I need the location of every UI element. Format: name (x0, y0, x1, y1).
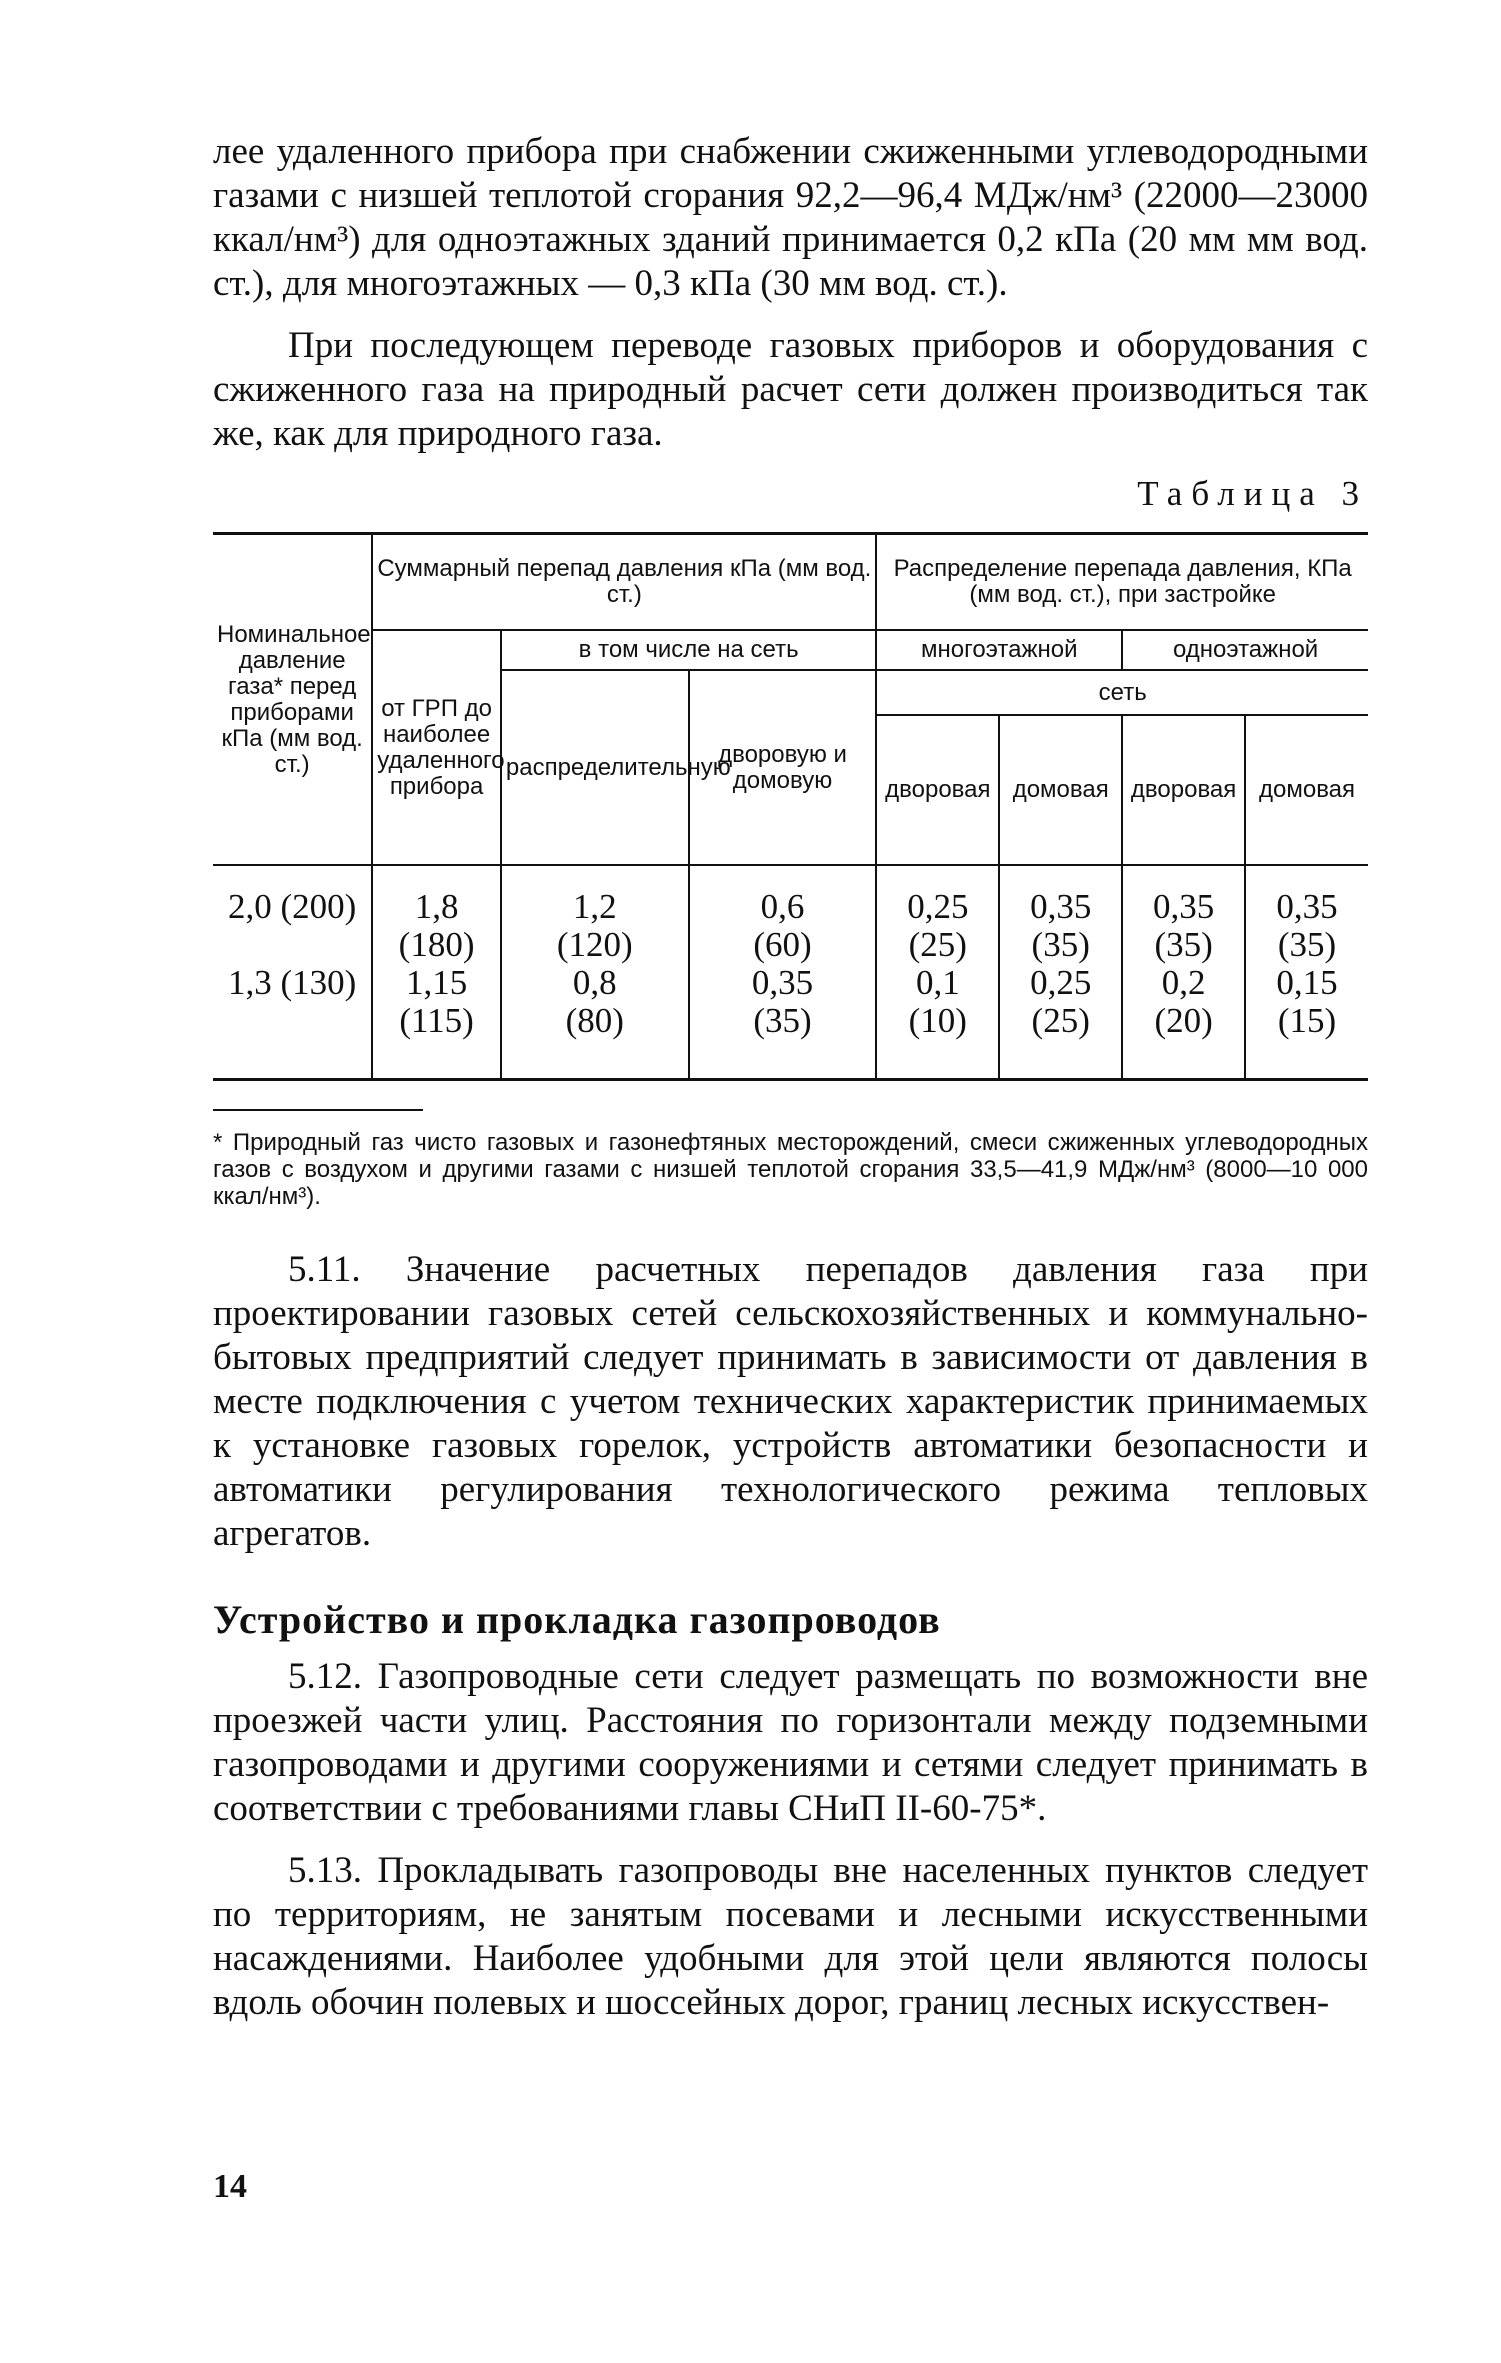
table-header (213, 535, 1368, 866)
paragraph-conversion: При последующем переводе газовых приборов и оборудования с сжиженного газа на природный расчет сети должен производиться так же, как для природного газа. (213, 325, 1368, 454)
paragraph-continuation: лее удаленного прибора при снабжении сжиженными углеводородными газами с низшей теплотой сгорания 92,2—96,4 МДж/нм³ (22000—23000 ккал/нм³) для одноэтажных зданий принимается 0,2 кПа (20 мм мм вод. ст.), для многоэтажных — 0,3 кПа (30 мм вод. ст.). (213, 131, 1368, 304)
section-5-13: 5.13. Прокладывать газопроводы вне населенных пунктов следует по территориям, не занятым посевами и лесными искусственными насаждениями. Наиболее удобными для этой цели являются полосы вдоль обочин полевых и шоссейных дорог, границ лесных искусствен- (213, 1850, 1368, 2023)
header-total-drop: Суммарный перепад давления кПа (мм вод. ст.) (372, 535, 876, 630)
cell-multistory-yard: 0,25 (25) 0,1 (10) (876, 866, 999, 1078)
section-heading: Устройство и прокладка газопроводов (213, 1597, 941, 1642)
header-house-1: домовая (999, 715, 1122, 865)
cell-nominal-pressure: 2,0 (200) 1,3 (130) (227, 887, 357, 1002)
cell-onestory-house: 0,35 (35) 0,15 (15) (1245, 866, 1368, 1078)
cell-from-grp: 1,8 (180) 1,15 (115) (372, 866, 501, 1078)
header-yard-2: дворовая (1122, 715, 1245, 865)
header-network: сеть (876, 670, 1368, 715)
table-body (213, 866, 1368, 1078)
section-5-12: 5.12. Газопроводные сети следует размещать по возможности вне проезжей части улиц. Расстояния по горизонтали между подземными газопроводами и другими сооружениями и сетями следует принимать в соответствии с требованиями главы СНиП II-60-75*. (213, 1656, 1368, 1829)
header-house-2: домовая (1245, 715, 1368, 865)
header-from-grp: от ГРП до наиболее удаленного прибора (372, 630, 501, 865)
header-multistory: многоэтажной (876, 630, 1122, 670)
header-drop-distribution: Распределение перепада давления, КПа (мм вод. ст.), при застройке (876, 535, 1368, 630)
header-distribution: распределительную (501, 670, 689, 865)
section-5-11: 5.11. Значение расчетных перепадов давления газа при проектировании газовых сетей сельскохозяйственных и коммунально-бытовых предприятий следует принимать в зависимости от давления в месте подключения с учетом технических характеристик принимаемых к установке газовых горелок, устройств автоматики безопасности и автоматики регулирования технологического режима тепловых агрегатов. (213, 1249, 1368, 1554)
pressure-table (213, 532, 1368, 1081)
page-content (213, 130, 1368, 2025)
cell-yard-house: 0,6 (60) 0,35 (35) (689, 866, 877, 1078)
footnote-rule (213, 1109, 423, 1111)
header-yard-house: дворовую и домовую (689, 670, 877, 865)
table-caption: Таблица 3 (1137, 474, 1368, 513)
header-yard-1: дворовая (876, 715, 999, 865)
table-footnote: * Природный газ чисто газовых и газонефтяных месторождений, смеси сжиженных углеводородных газов с воздухом и другими газами с низшей теплотой сгорания 33,5—41,9 МДж/нм³ (8000—10 000 ккал/нм³). (213, 1129, 1368, 1210)
cell-multistory-house: 0,35 (35) 0,25 (25) (999, 866, 1122, 1078)
header-incl-network: в том числе на сеть (501, 630, 877, 670)
header-nominal-pressure: Номинальное давление газа* перед приборами кПа (мм вод. ст.) (213, 535, 372, 865)
table-row (213, 866, 1368, 1078)
page-number: 14 (213, 2168, 247, 2205)
header-onestory: одноэтажной (1122, 630, 1368, 670)
cell-onestory-yard: 0,35 (35) 0,2 (20) (1122, 866, 1245, 1078)
cell-distribution: 1,2 (120) 0,8 (80) (501, 866, 689, 1078)
